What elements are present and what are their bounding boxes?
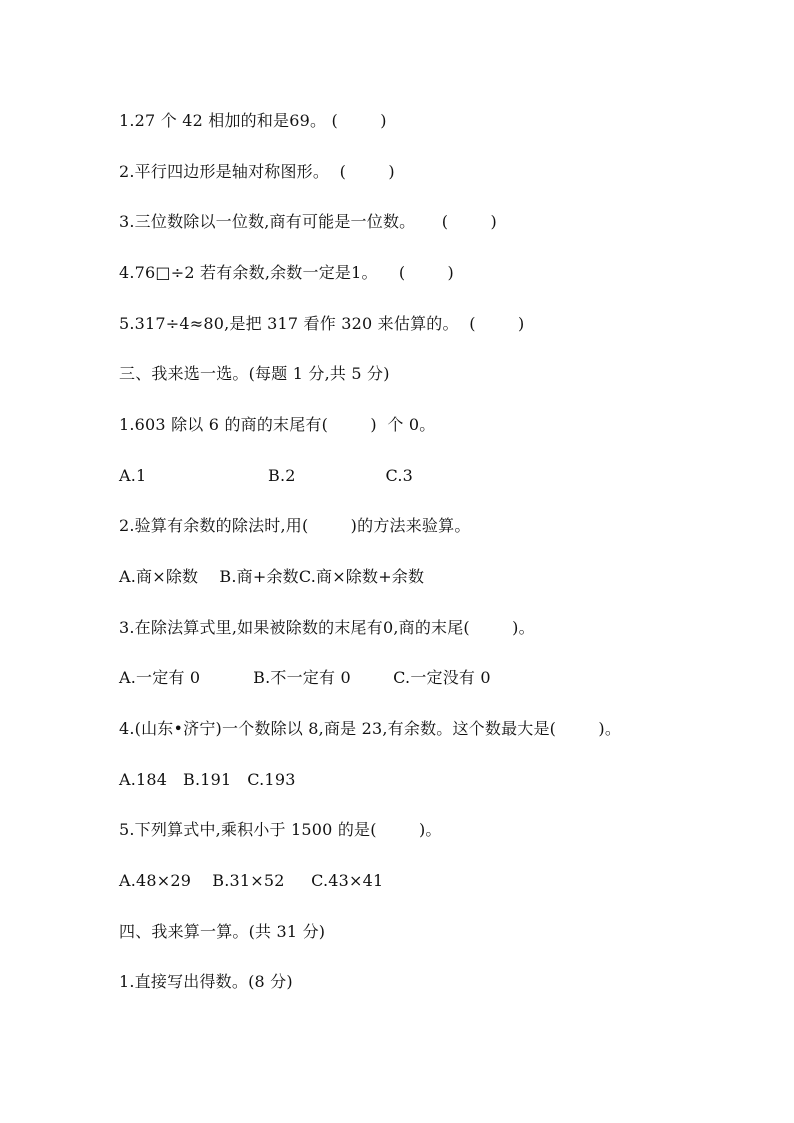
choice-question-1: 1.603 除以 6 的商的末尾有( ) 个 0。 <box>119 415 436 434</box>
choice-question-4: 4.(山东•济宁)一个数除以 8,商是 23,有余数。这个数最大是( )。 <box>119 719 622 738</box>
choice-options-4: A.184 B.191 C.193 <box>119 770 296 789</box>
judge-question-4: 4.76□÷2 若有余数,余数一定是1。 ( ) <box>119 263 454 282</box>
judge-question-5: 5.317÷4≈80,是把 317 看作 320 来估算的。 ( ) <box>119 314 525 333</box>
judge-question-1: 1.27 个 42 相加的和是69。 ( ) <box>119 111 387 130</box>
choice-options-3: A.一定有 0 B.不一定有 0 C.一定没有 0 <box>119 668 491 687</box>
choice-options-2: A.商×除数 B.商+余数C.商×除数+余数 <box>119 567 425 586</box>
choice-question-5: 5.下列算式中,乘积小于 1500 的是( )。 <box>119 820 442 839</box>
choice-options-1: A.1 B.2 C.3 <box>119 466 414 485</box>
section-heading-calculate: 四、我来算一算。(共 31 分) <box>119 922 326 941</box>
choice-question-2: 2.验算有余数的除法时,用( )的方法来验算。 <box>119 516 471 535</box>
choice-question-3: 3.在除法算式里,如果被除数的末尾有0,商的末尾( )。 <box>119 618 535 637</box>
judge-question-2: 2.平行四边形是轴对称图形。 ( ) <box>119 162 395 181</box>
choice-options-5: A.48×29 B.31×52 C.43×41 <box>119 871 384 890</box>
calculate-question-1: 1.直接写出得数。(8 分) <box>119 972 293 991</box>
section-heading-choice: 三、我来选一选。(每题 1 分,共 5 分) <box>119 364 390 383</box>
judge-question-3: 3.三位数除以一位数,商有可能是一位数。 ( ) <box>119 212 497 231</box>
